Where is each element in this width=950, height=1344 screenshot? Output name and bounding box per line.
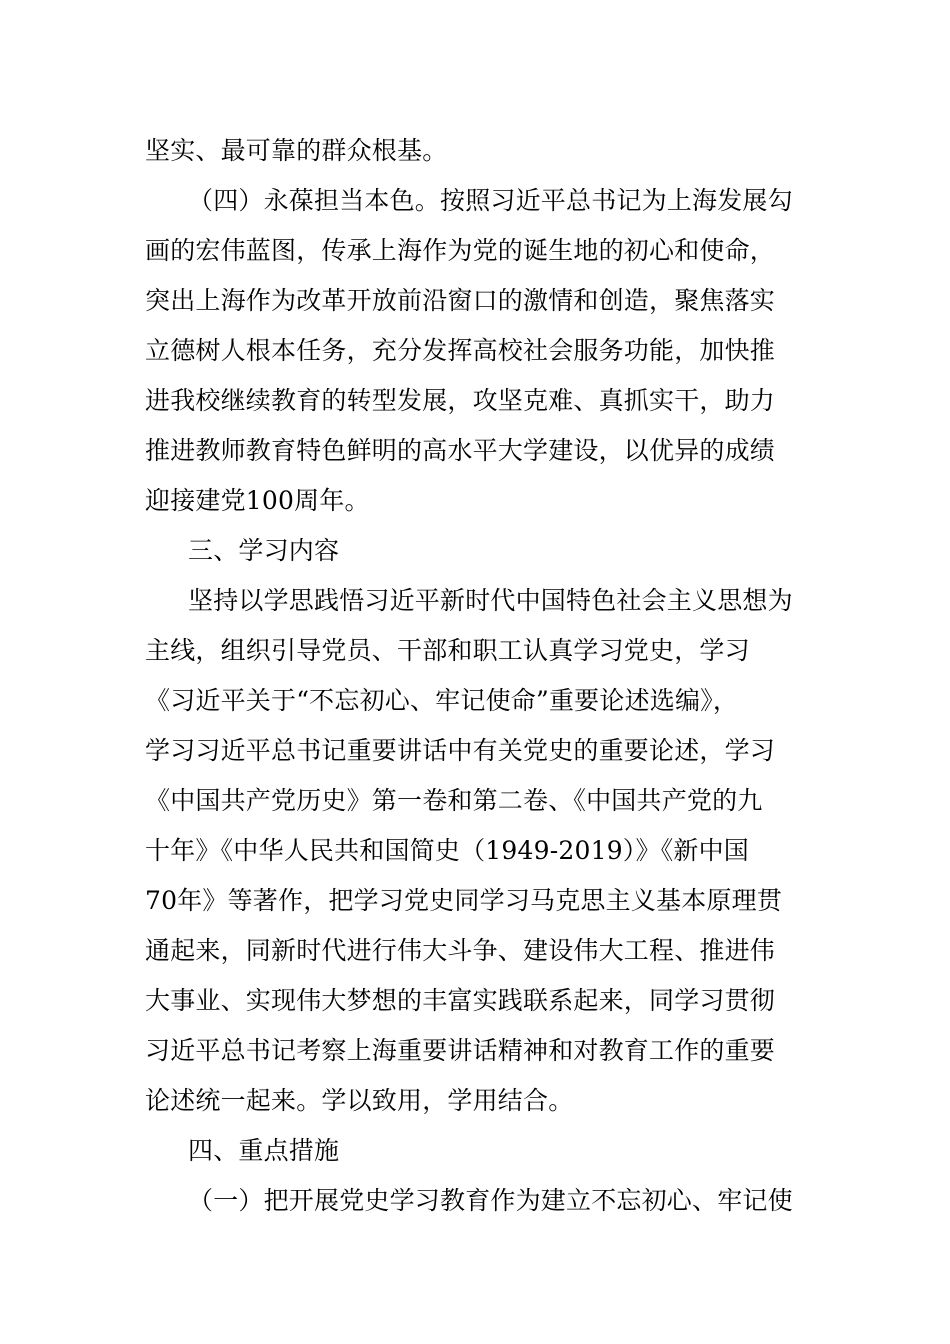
text-line: 进我校继续教育的转型发展，攻坚克难、真抓实干，助力: [145, 386, 776, 415]
text-line: 坚实、最可靠的群众根基。: [145, 136, 448, 165]
section-heading-key-measures: 四、重点措施: [188, 1136, 340, 1165]
text-line: 70年》等著作，把学习党史同学习马克思主义基本原理贯: [145, 886, 783, 915]
text-line: 大事业、实现伟大梦想的丰富实践联系起来，同学习贯彻: [145, 986, 776, 1015]
text-line: 习近平总书记考察上海重要讲话精神和对教育工作的重要: [145, 1036, 776, 1065]
text-line: 《习近平关于“不忘初心、牢记使命”重要论述选编》，: [145, 686, 739, 715]
text-line: 画的宏伟蓝图，传承上海作为党的诞生地的初心和使命，: [145, 236, 776, 265]
text-line: 论述统一起来。学以致用，学用结合。: [145, 1086, 574, 1115]
paragraph-heading-four: （四）永葆担当本色。按照习近平总书记为上海发展勾: [188, 186, 793, 215]
text-line: 推进教师教育特色鲜明的高水平大学建设，以优异的成绩: [145, 436, 776, 465]
text-line: 迎接建党100周年。: [145, 486, 370, 515]
text-line: 通起来，同新时代进行伟大斗争、建设伟大工程、推进伟: [145, 936, 776, 965]
text-line: 十年》《中华人民共和国简史（1949-2019）》《新中国: [145, 836, 749, 865]
text-line: 立德树人根本任务，充分发挥高校社会服务功能，加快推: [145, 336, 776, 365]
paragraph-heading-one: （一）把开展党史学习教育作为建立不忘初心、牢记使: [188, 1186, 793, 1215]
text-line: 学习习近平总书记重要讲话中有关党史的重要论述，学习: [145, 736, 776, 765]
text-line: 突出上海作为改革开放前沿窗口的激情和创造，聚焦落实: [145, 286, 776, 315]
text-line: 主线，组织引导党员、干部和职工认真学习党史，学习: [145, 636, 750, 665]
text-line: 《中国共产党历史》第一卷和第二卷、《中国共产党的九: [145, 786, 763, 815]
section-heading-learning-content: 三、学习内容: [188, 536, 340, 565]
text-line: 坚持以学思践悟习近平新时代中国特色社会主义思想为: [188, 586, 793, 615]
